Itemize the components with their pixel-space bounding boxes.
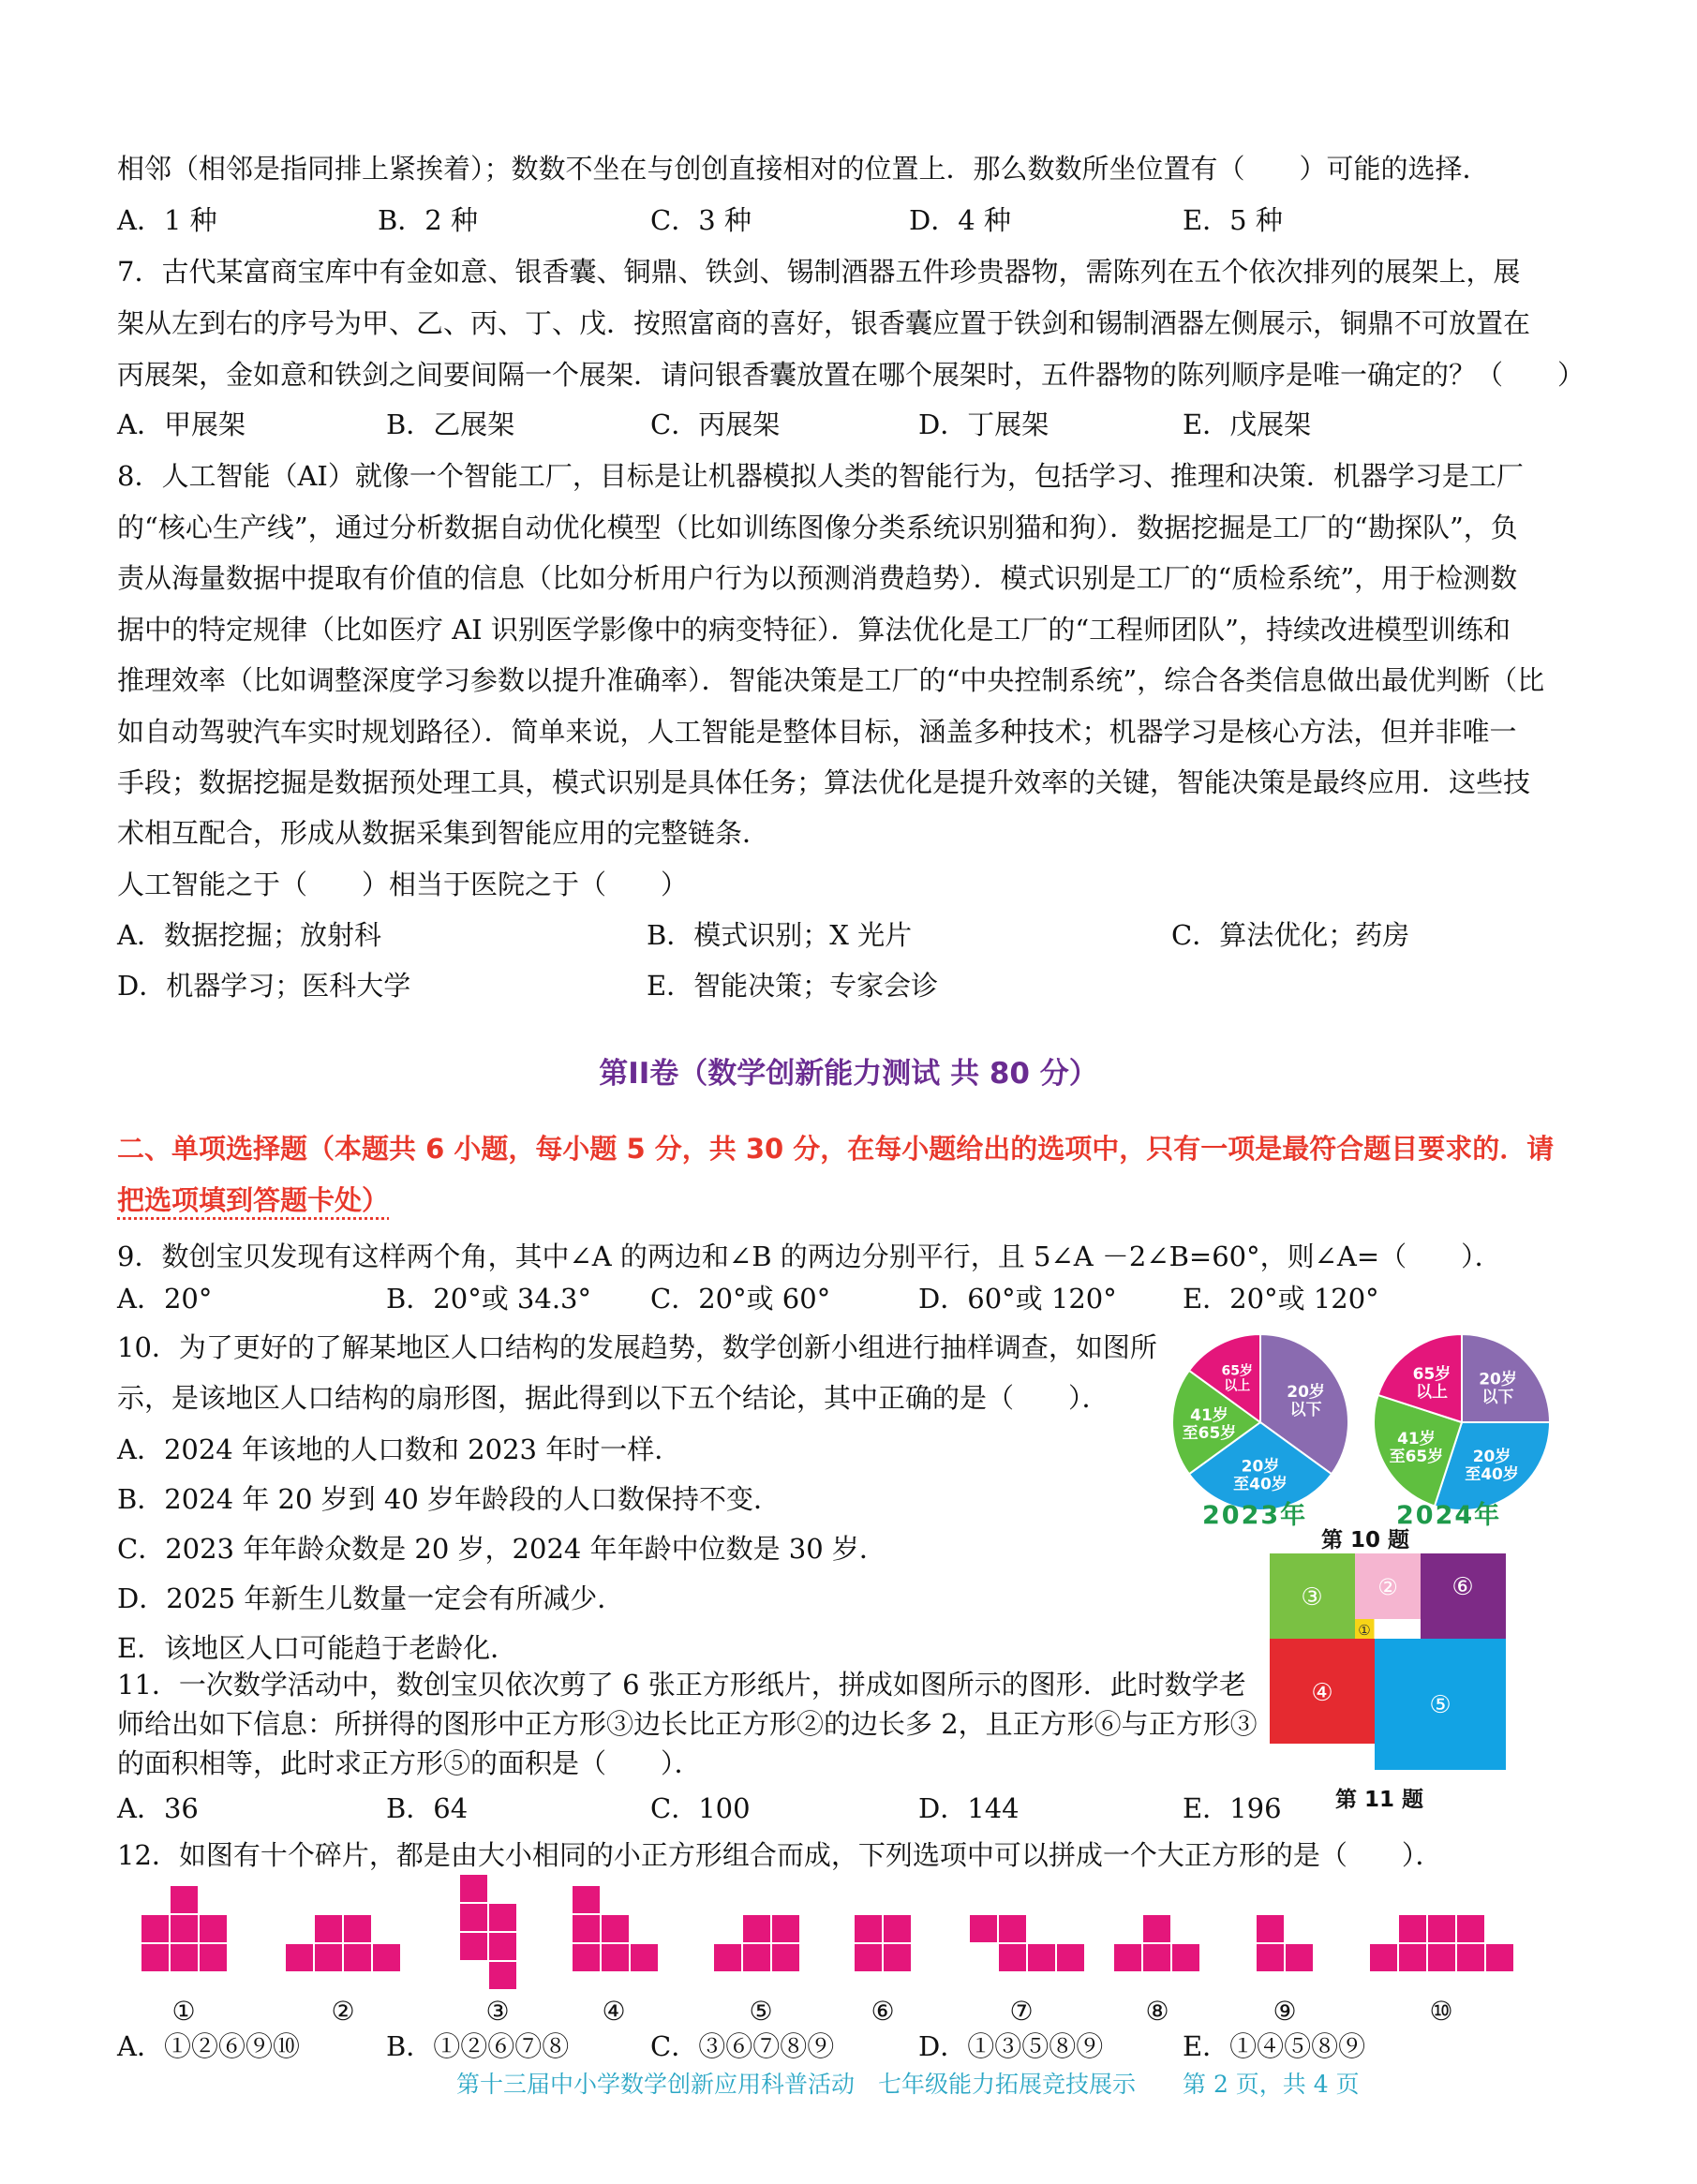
section-heading-line2 bbox=[117, 1182, 389, 1218]
q9-option-e: E．20°或 120° bbox=[1183, 1283, 1379, 1315]
q8-line: 据中的特定规律（比如医疗 AI 识别医学影像中的病变特征）．算法优化是工厂的“工程师团队”，持续改进模型训练和 bbox=[117, 614, 1511, 646]
q12-option-c: C．③⑥⑦⑧⑨ bbox=[650, 2030, 835, 2062]
q9-option-b: B．20°或 34.3° bbox=[386, 1283, 592, 1315]
piece-1 bbox=[141, 1885, 228, 1972]
q6-option-c: C．3 种 bbox=[650, 204, 752, 236]
q11-option-c: C．100 bbox=[650, 1792, 751, 1824]
piece-8 bbox=[1113, 1914, 1200, 1972]
q11-option-b: B．64 bbox=[386, 1792, 469, 1824]
q8-option-d: D．机器学习；医科大学 bbox=[117, 970, 411, 1002]
q7-line: 架从左到右的序号为甲、乙、丙、丁、戊．按照富商的喜好，银香囊应置于铁剑和锡制酒器左侧展示，铜鼎不可放置在 bbox=[117, 307, 1531, 339]
q7-line: 丙展架，金如意和铁剑之间要间隔一个展架．请问银香囊放置在哪个展架时，五件器物的陈列顺序是唯一确定的？（ ） bbox=[117, 359, 1585, 391]
q8-line: 推理效率（比如调整深度学习参数以提升准确率）．智能决策是工厂的“中央控制系统”，综合各类信息做出最优判断（比 bbox=[117, 664, 1545, 696]
q8-option-a: A．数据挖掘；放射科 bbox=[117, 919, 381, 951]
section-heading-emphasis: 把选项填到答题卡处） bbox=[117, 1184, 390, 1216]
pieces-figure bbox=[0, 1874, 1697, 1996]
piece-label-5: ⑤ bbox=[749, 1996, 773, 2027]
q11-line: 的面积相等，此时求正方形⑤的面积是（ ）． bbox=[117, 1747, 702, 1779]
squares-figure bbox=[1270, 1553, 1513, 1774]
q6-option-b: B．2 种 bbox=[378, 204, 478, 236]
q6-option-e: E．5 种 bbox=[1183, 204, 1283, 236]
q7-option-c: C．丙展架 bbox=[650, 409, 781, 440]
q8-line: 术相互配合，形成从数据采集到智能应用的完整链条． bbox=[117, 817, 770, 849]
pie-slice-label-from20to40: 20岁至40岁 bbox=[1465, 1448, 1519, 1485]
q12-option-d: D．①③⑤⑧⑨ bbox=[918, 2030, 1104, 2062]
pie-slice-label-from20to40: 20岁至40岁 bbox=[1233, 1457, 1288, 1494]
pie-slice-label-from41to65: 41岁至65岁 bbox=[1389, 1429, 1444, 1466]
pie-slice-label-over65: 65岁以上 bbox=[1221, 1363, 1253, 1394]
square-label-2: ② bbox=[1377, 1574, 1398, 1600]
q8-line: 8．人工智能（AI）就像一个智能工厂，目标是让机器模拟人类的智能行为，包括学习、推理和决策．机器学习是工厂 bbox=[117, 460, 1524, 492]
pie-chart-2024 bbox=[1368, 1329, 1556, 1516]
q6-option-a: A．1 种 bbox=[117, 204, 217, 236]
q9-text: 9．数创宝贝发现有这样两个角，其中∠A 的两边和∠B 的两边分别平行，且 5∠A －2∠B=60°，则∠A=（ ）． bbox=[117, 1241, 1502, 1272]
piece-9 bbox=[1256, 1914, 1314, 1972]
q11-option-d: D．144 bbox=[918, 1792, 1020, 1824]
q10-option-c: C．2023 年年龄众数是 20 岁，2024 年年龄中位数是 30 岁． bbox=[117, 1533, 886, 1565]
square-label-4: ④ bbox=[1311, 1679, 1333, 1707]
piece-label-9: ⑨ bbox=[1273, 1996, 1297, 2027]
q11-option-e: E．196 bbox=[1183, 1792, 1282, 1824]
q6-text-line: 相邻（相邻是指同排上紧挨着）；数数不坐在与创创直接相对的位置上．那么数数所坐位置有（ ）可能的选择． bbox=[117, 153, 1490, 185]
section-heading-line1: 二、单项选择题（本题共 6 小题，每小题 5 分，共 30 分，在每小题给出的选项中，只有一项是最符合题目要求的．请 bbox=[117, 1133, 1555, 1165]
pie-year-2023: 2023年 bbox=[1202, 1501, 1308, 1530]
q8-option-c: C．算法优化；药房 bbox=[1171, 919, 1410, 951]
q8-line: 的“核心生产线”，通过分析数据自动优化模型（比如训练图像分类系统识别猫和狗）．数据挖掘是工厂的“勘探队”，负 bbox=[117, 512, 1518, 543]
pie-slice-label-over65: 65岁以上 bbox=[1412, 1364, 1451, 1402]
pie-slice-label-under20: 20岁以下 bbox=[1479, 1370, 1517, 1407]
q11-line: 11．一次数学活动中，数创宝贝依次剪了 6 张正方形纸片，拼成如图所示的图形．此时数学老 bbox=[117, 1669, 1246, 1701]
square-label-5: ⑤ bbox=[1429, 1691, 1451, 1719]
q12-text: 12．如图有十个碎片，都是由大小相同的小正方形组合而成，下列选项中可以拼成一个大正方形的是（ ）． bbox=[117, 1839, 1443, 1871]
q10-option-a: A．2024 年该地的人口数和 2023 年时一样． bbox=[117, 1434, 682, 1465]
q8-line: 手段；数据挖掘是数据预处理工具，模式识别是具体任务；算法优化是提升效率的关键，智能决策是最终应用．这些技 bbox=[117, 766, 1531, 798]
piece-10 bbox=[1369, 1914, 1514, 1972]
pie-slice-label-under20: 20岁以下 bbox=[1287, 1383, 1325, 1420]
q12-option-a: A．①②⑥⑨⑩ bbox=[117, 2030, 300, 2062]
piece-label-10: ⑩ bbox=[1429, 1996, 1453, 2027]
piece-6 bbox=[854, 1914, 912, 1972]
q9-option-a: A．20° bbox=[117, 1283, 213, 1315]
piece-label-2: ② bbox=[331, 1996, 355, 2027]
piece-3 bbox=[459, 1874, 517, 1990]
q10-option-d: D．2025 年新生儿数量一定会有所减少． bbox=[117, 1582, 625, 1614]
q11-option-a: A．36 bbox=[117, 1792, 199, 1824]
q7-option-e: E．戊展架 bbox=[1183, 409, 1312, 440]
q10-line: 10．为了更好的了解某地区人口结构的发展趋势，数学创新小组进行抽样调查，如图所 bbox=[117, 1331, 1157, 1363]
pie-chart-2023 bbox=[1167, 1329, 1354, 1516]
q8-option-b: B．模式识别；X 光片 bbox=[647, 919, 913, 951]
piece-label-6: ⑥ bbox=[871, 1996, 895, 2027]
q10-option-b: B．2024 年 20 岁到 40 岁年龄段的人口数保持不变． bbox=[117, 1483, 782, 1515]
q6-option-d: D．4 种 bbox=[909, 204, 1011, 236]
square-label-3: ③ bbox=[1301, 1583, 1323, 1612]
piece-4 bbox=[572, 1885, 659, 1972]
page-footer: 第十三届中小学数学创新应用科普活动 七年级能力拓展竞技展示 第 2 页，共 4 页 bbox=[456, 2071, 1360, 2098]
q7-option-b: B．乙展架 bbox=[386, 409, 515, 440]
q12-option-b: B．①②⑥⑦⑧ bbox=[386, 2030, 570, 2062]
piece-2 bbox=[285, 1914, 401, 1972]
q10-figure-caption: 第 10 题 bbox=[1321, 1528, 1410, 1553]
q8-question: 人工智能之于（ ）相当于医院之于（ ） bbox=[117, 869, 689, 900]
q11-line: 师给出如下信息：所拼得的图形中正方形③边长比正方形②的边长多 2，且正方形⑥与正方形③ bbox=[117, 1708, 1258, 1740]
pie-slice-label-from41to65: 41岁至65岁 bbox=[1182, 1406, 1237, 1443]
q10-line: 示，是该地区人口结构的扇形图，据此得到以下五个结论，其中正确的是（ ）． bbox=[117, 1382, 1109, 1414]
q10-option-e: E．该地区人口可能趋于老龄化． bbox=[117, 1632, 518, 1664]
q9-option-d: D．60°或 120° bbox=[918, 1283, 1117, 1315]
piece-label-1: ① bbox=[171, 1996, 196, 2027]
piece-7 bbox=[969, 1914, 1085, 1972]
piece-5 bbox=[713, 1914, 800, 1972]
square-label-1: ① bbox=[1358, 1622, 1371, 1639]
piece-label-8: ⑧ bbox=[1145, 1996, 1169, 2027]
q12-option-e: E．①④⑤⑧⑨ bbox=[1183, 2030, 1366, 2062]
piece-label-4: ④ bbox=[602, 1996, 626, 2027]
q8-line: 责从海量数据中提取有价值的信息（比如分析用户行为以预测消费趋势）．模式识别是工厂的“质检系统”，用于检测数 bbox=[117, 562, 1518, 594]
square-label-6: ⑥ bbox=[1451, 1573, 1474, 1601]
q11-figure-caption: 第 11 题 bbox=[1335, 1788, 1424, 1812]
q9-option-c: C．20°或 60° bbox=[650, 1283, 831, 1315]
piece-label-7: ⑦ bbox=[1009, 1996, 1034, 2027]
q8-line: 如自动驾驶汽车实时规划路径）．简单来说，人工智能是整体目标，涵盖多种技术；机器学习是核心方法，但并非唯一 bbox=[117, 716, 1517, 748]
q7-line: 7．古代某富商宝库中有金如意、银香囊、铜鼎、铁剑、锡制酒器五件珍贵器物，需陈列在五个依次排列的展架上，展 bbox=[117, 256, 1521, 288]
q8-option-e: E．智能决策；专家会诊 bbox=[647, 970, 939, 1002]
q7-option-d: D．丁展架 bbox=[918, 409, 1049, 440]
q7-option-a: A．甲展架 bbox=[117, 409, 246, 440]
section-title: 第II卷（数学创新能力测试 共 80 分） bbox=[599, 1057, 1098, 1091]
piece-label-3: ③ bbox=[485, 1996, 510, 2027]
pie-year-2024: 2024年 bbox=[1396, 1501, 1502, 1530]
